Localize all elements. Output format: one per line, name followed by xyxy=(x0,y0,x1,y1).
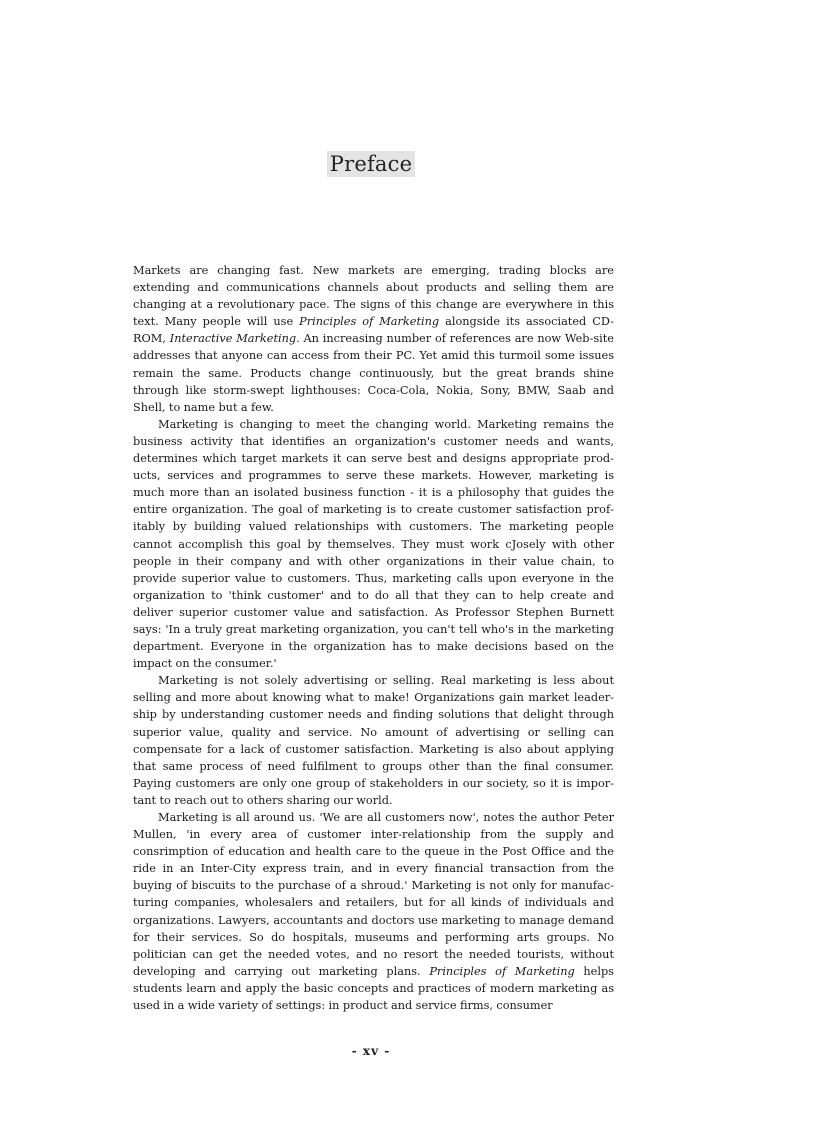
text-run: Marketing is all around us. 'We are all customers now', notes the author Peter Mullen, 'in every area of customer inter-relationship from the supply and consrimption of education and health care to the queue in the Post Office and the ride in an Inter-City express train, and in every financial transaction from the buying of biscuits to the purchase of a shroud.' Marketing is not only for manufacturing companies, wholesalers and retailers, but for all kinds of individuals and organizations. Lawyers, accountants and doctors use marketing to manage demand for their services. So do hospitals, museums and performing arts groups. No politician can get the needed votes, and no resort the needed tourists, without developing and carrying out marketing plans. xyxy=(133,811,614,978)
page-title: Preface xyxy=(327,151,415,177)
text-run: Markets are changing fast. New markets are emerging, trading blocks are extending and communications channels about products and selling them are changing at a revolutionary pace. The signs of this change are everywhere in this text. Many people will use xyxy=(133,264,614,329)
page-number: - xv - xyxy=(351,1044,391,1058)
book-title-italic: Principles of Marketing xyxy=(429,964,575,978)
paragraph xyxy=(133,809,614,1014)
text-run: Marketing is not solely advertising or selling. Real marketing is less about selling and more about knowing what to make! Organizations gain market leadership by understanding customer needs and finding solutions that delight through superior value, quality and service. No amount of advertising or selling can compensate for a lack of customer satisfaction. Marketing is also about applying that same process of need fulfilment to groups other than the final consumer. Paying customers are only one group of stakeholders in our society, so it is important to reach out to others sharing our world. xyxy=(133,674,614,807)
paragraph xyxy=(133,672,614,809)
text-run: An increasing number of references are now Web-site addresses that anyone can access from their PC. Yet amid this turmoil some issues remain the same. Products change continuously, but the great brands shine through like storm-swept lighthouses: Coca-Cola, Nokia, Sony, BMW, Saab and Shell, to name but a few. xyxy=(133,332,614,414)
book-title-italic: Principles of Marketing xyxy=(299,315,440,329)
body-text xyxy=(133,262,614,1014)
paragraph xyxy=(133,416,614,672)
text-run: Marketing is changing to meet the changing world. Marketing remains the business activity that identifies an organization's customer needs and wants, determines which target markets it can serve best and designs appropriate products, services and programmes to serve these markets. However, marketing is much more than an isolated business function - it is a philosophy that guides the entire organization. The goal of marketing is to create customer satisfaction profitably by building valued relationships with customers. The marketing people cannot accomplish this goal by themselves. They must work cJosely with other people in their company and with other organizations in their value chain, to provide superior value to customers. Thus, marketing calls upon everyone in the organization to 'think customer' and to do all that they can to help create and deliver superior customer value and satisfaction. As Professor Stephen Burnett says: 'In a truly great marketing organization, you can't tell who's in the marketing department. Everyone in the organization has to make decisions based on the impact on the consumer.' xyxy=(133,417,614,671)
cdrom-title-italic: Interactive Marketing. xyxy=(169,332,300,346)
text-run: helps students learn and apply the basic concepts and practices of modern marketing as used in a wide variety of settings: in product and service firms, consumer xyxy=(133,964,614,1013)
text-run: alongside its associated CD-ROM, xyxy=(133,315,614,346)
page-title-wrapper xyxy=(0,151,742,177)
paragraph xyxy=(133,262,614,416)
